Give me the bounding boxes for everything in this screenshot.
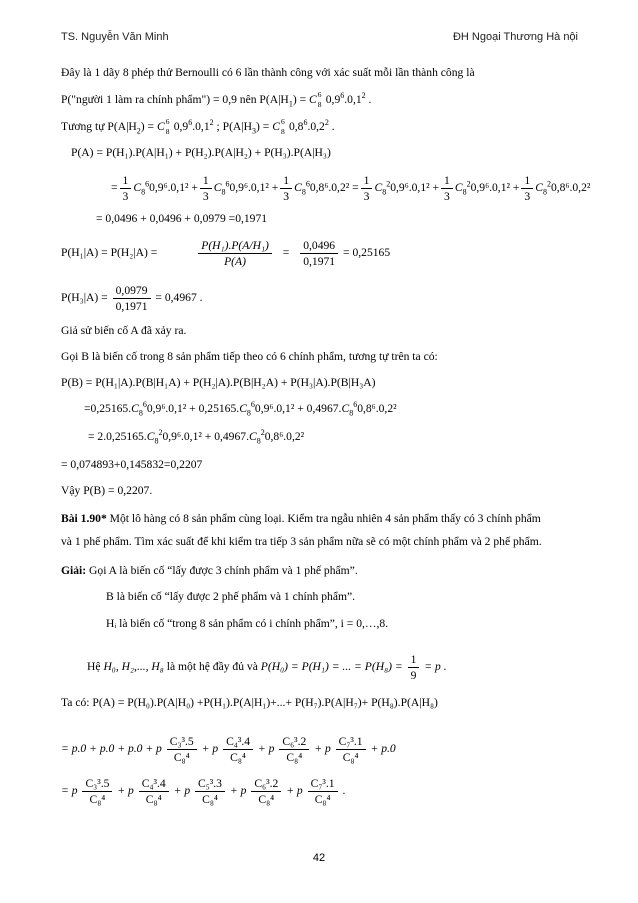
line-11: P(B) = P(H₁|A).P(B|H₁A) + P(H₂|A).P(B|H₂A) + P(H₃|A).P(B|H₃A) <box>61 376 376 389</box>
line-2: P("người 1 làm ra chính phẩm") = 0,9 nên $P(A|H_1) = C$ 6 8 $0,9^6.0,1^2$ . <box>61 90 372 109</box>
line-10: Gọi B là biến cố trong 8 sản phẩm tiếp theo có 6 chính phẩm, tương tự trên ta có: <box>61 350 438 363</box>
line-19: B là biến cố “lấy được 2 phế phẩm và 1 chính phẩm”. <box>106 590 356 603</box>
line-8: P(H₃|A) = $\frac{0,0979}{0,1971}$ = 0,4967 . <box>61 283 203 313</box>
line-22: Ta có: P(A) = P(H₀).P(A|H₀) +P(H₁).P(A|H₁)+...+ P(H₇).P(A|H₇)+ P(H₈).P(A|H₈) <box>61 696 438 709</box>
line-20: Hᵢ là biến cố “trong 8 sản phẩm có i chính phẩm”, i = 0,…,8. <box>106 617 389 630</box>
line-5-expansion: = $\frac{1}{3}$ $C_8^60,9^6.0,1^2$ + $\frac{1}{3}$ $C_8^60,9^6.0,1^2$ + $\frac{1}{3}$ $C_8^60,8^6.0,2^2$ = $\frac{1}{3}$ $C_8^20,9^6.0,1^2$ + $\frac{1}{3}$ $C_8^20,9^6.0,1^2$ + $\frac{1}{3}$ $C_8^20,8^6.0,2^2$ <box>111 174 591 203</box>
line-7: P(H₁|A) = P(H₂|A) = $\frac{\text{P(H₁).P(A/H₁)}}{P(A)}$ = $\frac{0,0496}{0,1971}$ = 0,25165 <box>61 238 391 268</box>
line-13: = $2.0,25165.C_8^20,9^6.0,1^2 + 0,4967.C_8^20,8^6.0,2^2$ <box>88 428 305 446</box>
header-author: TS. Nguyễn Văn Minh <box>61 31 169 43</box>
line-21: Hệ H₀, H₂,..., H₈ là một hệ đầy đủ và P(H₀) = P(H₁) = ... = P(H₈) = $\frac{1}{9}$ = p . <box>87 652 447 682</box>
line-6: = 0,0496 + 0,0496 + 0,0979 =0,1971 <box>96 212 268 225</box>
line-17: và 1 phế phẩm. Tìm xác suất để khi kiểm tra tiếp 3 sản phẩm nữa sẽ có một chính phẩm và 2 phế phẩm. <box>61 535 542 548</box>
problem-statement: Bài 1.90* Một lô hàng có 8 sản phẩm cùng loại. Kiểm tra ngẫu nhiên 4 sản phẩm thấy có 3 chính phẩm <box>61 512 541 525</box>
line-12: $=0,25165.C_8^60,9^6.0,1^2 + 0,25165.C_8^60,9^6.0,1^2 + 0,4967.C_8^60,8^6.0,2^2$ <box>84 400 397 418</box>
line-3: Tương tự $P(A|H_2) = C$ 6 8 $0,9^6.0,1^2$ ; $P(A|H_3) = C$ 6 8 $0,8^6.0,2^2$ . <box>61 117 335 136</box>
line-24: = p $\frac{\text{C₃³.5}}{\text{C₈⁴}}$ + p $\frac{\text{C₄³.4}}{\text{C₈⁴}}$ + p $\frac{\text{C₅³.3}}{\text{C₈⁴}}$ + p $\frac{\text{C₆³.2}}{\text{C₈⁴}}$ + p $\frac{\text{C₇³.1}}{\text{C₈⁴}}$ . <box>61 776 346 806</box>
line-15: Vậy P(B) = 0,2207. <box>61 484 153 497</box>
solution-intro: Giải: Gọi A là biến cố “lấy được 3 chính phẩm và 1 phế phẩm”. <box>61 564 358 577</box>
line-1: Đây là 1 dãy 8 phép thử Bernoulli có 6 lần thành công với xác suất mỗi lần thành công là <box>61 66 475 79</box>
line-14: = 0,074893+0,145832=0,2207 <box>61 458 203 471</box>
header-institution: ĐH Ngoại Thương Hà nội <box>452 31 578 43</box>
page-number: 42 <box>312 852 326 864</box>
line-4: P(A) = P(H₁).P(A|H₁) + P(H₂).P(A|H₂) + P(H₃).P(A|H₃) <box>71 146 331 159</box>
line-23: = p.0 + p.0 + p.0 + p $\frac{\text{C₃³.5}}{\text{C₈⁴}}$ + p $\frac{\text{C₄³.4}}{\text{C₈⁴}}$ + p $\frac{\text{C₆³.2}}{\text{C₈⁴}}$ + p $\frac{\text{C₇³.1}}{\text{C₈⁴}}$ + p.0 <box>61 734 396 764</box>
line-9: Giả sử biến cố A đã xảy ra. <box>61 324 187 337</box>
